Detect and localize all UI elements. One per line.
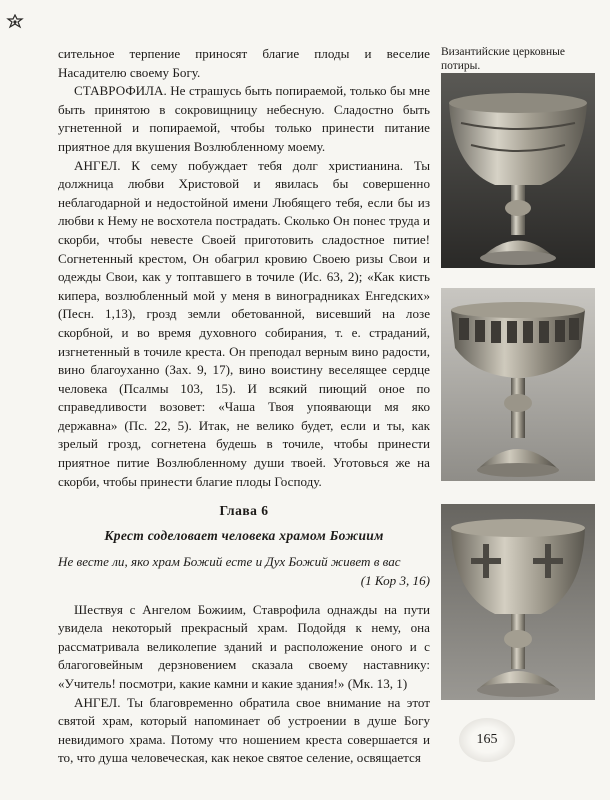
paragraph-continuation: сительное терпение приносят благие плоды и веселие Насадителю своему Богу. bbox=[58, 46, 430, 80]
chapter-title: Крест соделовает человека храмом Божиим bbox=[104, 527, 384, 543]
chalice-photo-1 bbox=[441, 73, 595, 268]
page-number: 165 bbox=[459, 718, 515, 762]
decorative-ornament-icon bbox=[6, 14, 24, 30]
paragraph-angel: АНГЕЛ. К сему побуждает тебя долг христианина. Ты должница любви Христовой и явилась бы совершенно неблагодарной и недостойной имени Любящего тебя, если бы из любви к Нему не восхотела пострадать. Сколько Он понес труда и скорби, чтобы невесте Своей приготовить сладостное питие! Согнетенный крестом, Он обагрил кровию Своею ризы Свои и одежды Свои, как у топтавшего в точиле (Ис. 63, 2); «Как кисть кипера, возлюбленный мой у меня в виноградниках Енгедских» (Песн. 1,13), грозд земли обетованной, висевший на лозе скорбной, и во время духовного собирания, т. е. страданий, изгнетенный в точиле креста. Он преподал верным вино радости, вино благоуханно (Зах. 9, 17), вино воистину веселящее сердце человека (Псалмы 103, 15). И всякий пиющий оное по справедливости возовет: «Чаша Твоя упоявающи мя яко державна» (Пс. 22, 5). Итак, не велико будет, если и ты, как зрелый грозд, согнетена будешь в точиле, чтобы принести приятное питие Возлюбленному души твоей. Уготовься же на скорби, чтобы принести благие плоды Господу. bbox=[58, 157, 430, 489]
epigraph bbox=[58, 553, 430, 590]
epigraph-text: Не весте ли, яко храм Божий есте и Дух Божий живет в вас bbox=[58, 554, 401, 570]
main-text-column bbox=[58, 45, 430, 768]
chalice-photo-3 bbox=[441, 504, 595, 700]
chapter-heading: Глава 6 bbox=[219, 503, 269, 519]
chalice-photo-2 bbox=[441, 288, 595, 481]
paragraph-temple: Шествуя с Ангелом Божиим, Ставрофила однажды на пути увидела некоторый прекрасный храм. Подойдя к нему, она рассматривала великолепие зданий и расположение оного и с благоговейным дерзновением сказала своему наставнику: «Учитель! посмотри, какие камни и какие здания!» (Мк. 13, 1) bbox=[58, 601, 430, 691]
paragraph-stavrofila: СТАВРОФИЛА. Не страшусь быть попираемой, только бы мне быть принятою в сокровищницу небесную. Сладостно быть угнетенной и попираемой, чтобы только принести питание приятное для вкушения Возлюбленному моему. bbox=[58, 83, 430, 154]
epigraph-reference: (1 Кор 3, 16) bbox=[360, 573, 430, 589]
paragraph-angel-temple: АНГЕЛ. Ты благовременно обратила свое внимание на этот святой храм, который напоминает об устроении в душе Богу невидимого храма. Потому что ношением креста совершается и то, что душа человеческая, как некое святое селение, освящается bbox=[58, 694, 430, 766]
image-caption: Византийские церковные потиры. bbox=[441, 46, 565, 72]
